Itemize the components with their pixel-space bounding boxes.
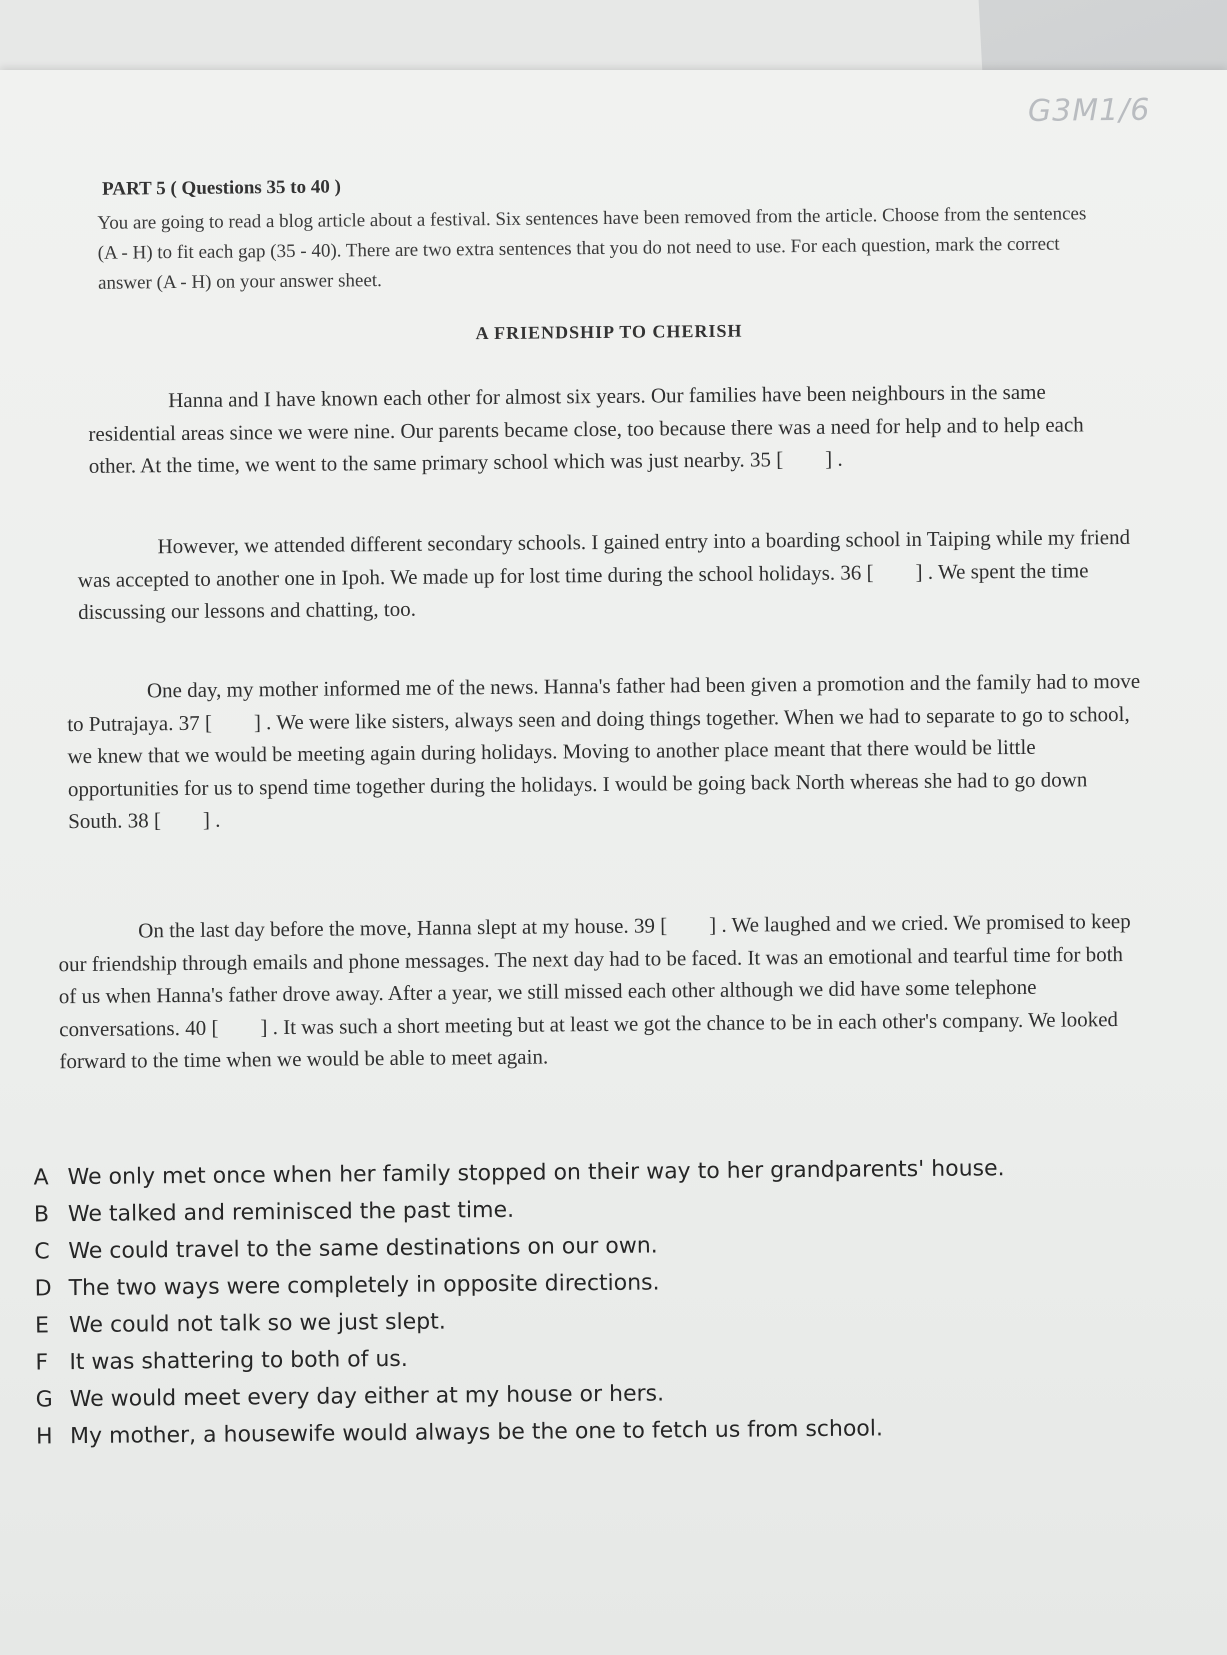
answer-options	[33, 1155, 1136, 1462]
paragraph-4	[58, 905, 1145, 1078]
option-letter: E	[34, 1313, 50, 1339]
paragraph-4-text-before: On the last day before the move, Hanna slept at my house.	[138, 913, 629, 943]
gap-40: 40 [ ] .	[185, 1014, 279, 1040]
option-text: It was shattering to both of us.	[69, 1346, 408, 1376]
paragraph-4-text-after: It was such a short meeting but at least we got the chance to be in each other's company. We looked forward to the time when we would be able to meet again.	[59, 1006, 1119, 1074]
gap-35: 35 [ ] .	[749, 446, 843, 472]
option-text: We talked and reminisced the past time.	[67, 1197, 515, 1228]
gap-37: 37 [ ] .	[178, 709, 272, 735]
paragraph-2-text-before: However, we attended different secondary schools. I gained entry into a boarding school in Taiping while my friend was accepted to another one in Ipoh. We made up for lost time during the school holidays.	[77, 524, 1131, 592]
option-letter: A	[33, 1165, 49, 1191]
corner-code: G3M1/6	[1027, 92, 1151, 129]
paragraph-2	[77, 521, 1138, 629]
gap-39: 39 [ ] .	[633, 912, 727, 938]
option-text: We would meet every day either at my house or hers.	[69, 1381, 665, 1413]
article-title: A FRIENDSHIP TO CHERISH	[475, 320, 743, 344]
instructions: You are going to read a blog article about a festival. Six sentences have been removed from the article. Choose from the sentences (A - H) to fit each gap (35 - 40). There are two extra sentences that you do not need to use. For each question, mark the correct answer (A - H) on your answer sheet.	[97, 203, 1087, 294]
paragraph-1	[88, 375, 1129, 482]
gap-38: 38 [ ] .	[127, 807, 221, 833]
option-letter: C	[34, 1239, 50, 1265]
paragraph-3-text-before: One day, my mother informed me of the news. Hanna's father had been given a promotion and the family had to move to Putrajaya.	[67, 668, 1141, 736]
paragraph-3-text-middle: We were like sisters, always seen and doing things together. When we had to separate to go to school, we knew that we would be meeting again during holidays. Moving to another place meant that there would be little opportunities for us to spend time together during the holidays. I would be going back North whereas she had to go down South.	[67, 701, 1130, 834]
paragraph-3	[67, 665, 1144, 838]
option-letter: B	[33, 1202, 50, 1228]
paragraph-2-text-after: We spent the time discussing our lessons and chatting, too.	[78, 557, 1089, 624]
option-text: We could travel to the same destinations on our own.	[68, 1233, 658, 1265]
option-letter: D	[34, 1276, 52, 1302]
option-text: My mother, a housewife would always be the one to fetch us from school.	[69, 1416, 884, 1450]
option-letter: G	[35, 1387, 53, 1413]
paragraph-1-text: Hanna and I have known each other for almost six years. Our families have been neighbours in the same residential areas since we were nine. Our parents became close, too because there was a need for help and to help each other. At the time, we went to the same primary school which was just nearby.	[88, 379, 1084, 478]
option-text: The two ways were completely in opposite directions.	[68, 1270, 660, 1302]
part-title: PART 5 ( Questions 35 to 40 )	[102, 176, 341, 200]
option-letter: F	[35, 1350, 49, 1376]
option-letter: H	[35, 1424, 53, 1450]
option-text: We could not talk so we just slept.	[68, 1309, 446, 1339]
gap-36: 36 [ ] .	[840, 559, 934, 585]
option-text: We only met once when her family stopped on their way to her grandparents' house.	[67, 1156, 1005, 1191]
paragraph-4-text-middle: We laughed and we cried. We promised to keep our friendship through emails and phone messages. The next day had to be faced. It was an emotional and tearful time for both of us when Hanna's father drove away. After a year, we still missed each other although we did have some telephone conversations.	[58, 908, 1131, 1041]
